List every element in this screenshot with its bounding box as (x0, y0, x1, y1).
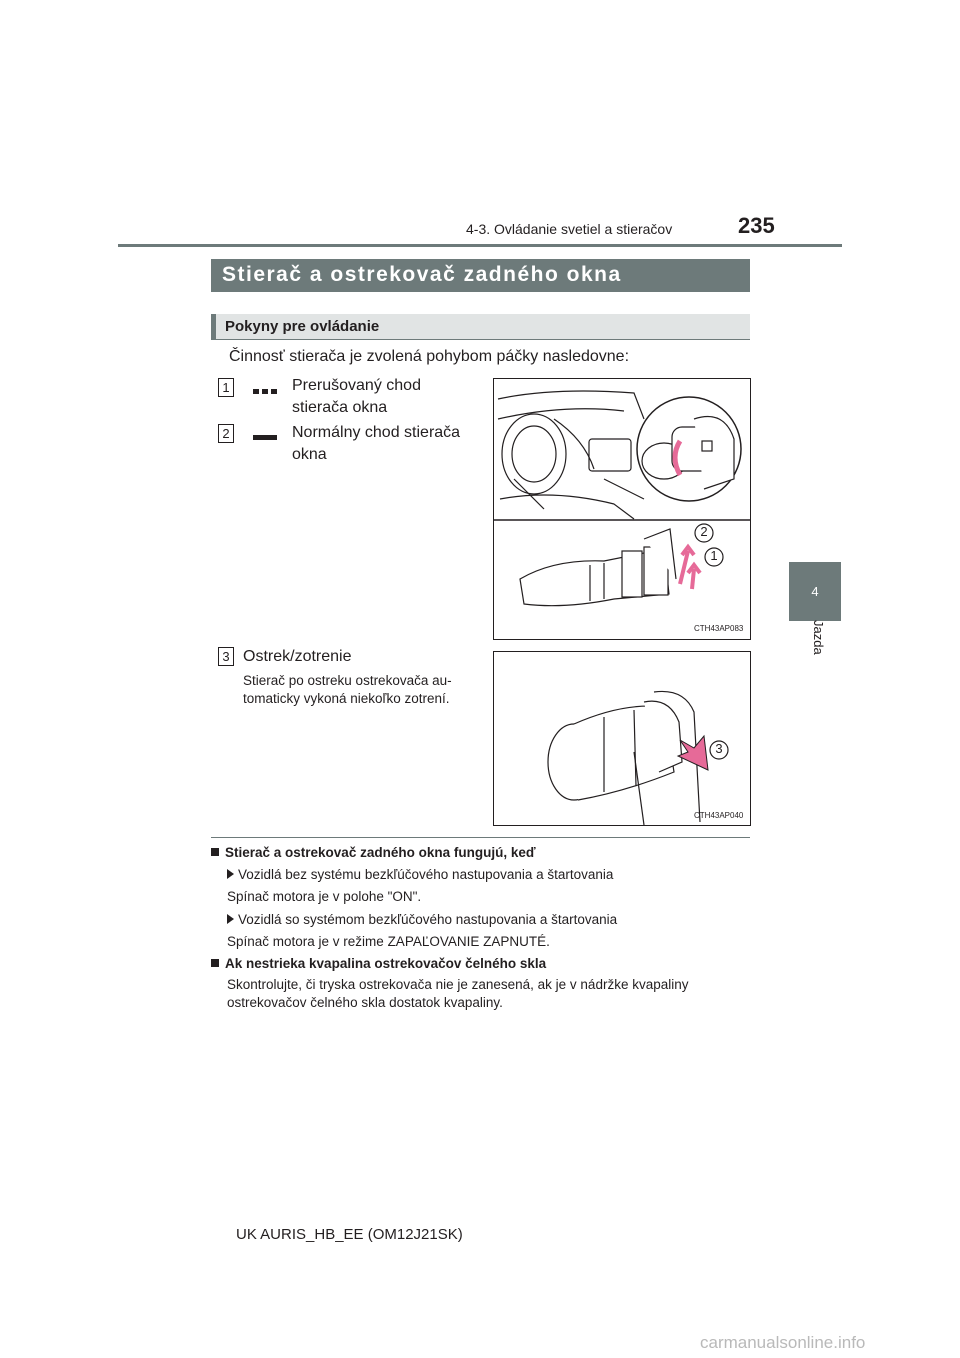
note-1-sub-1 (227, 866, 613, 884)
figure-1-callout-1: 1 (710, 548, 718, 563)
item-text-1 (292, 375, 421, 419)
note-2-heading (211, 956, 546, 971)
triangle-bullet-icon (227, 869, 234, 879)
note-2-body-line-2: ostrekovačov čelného skla dostatok kvapaliny. (227, 995, 503, 1010)
chapter-number: 4 (811, 584, 819, 599)
page-number: 235 (738, 213, 775, 238)
item-number-3: 3 (218, 647, 234, 666)
figure-1-code: CTH43AP083 (694, 624, 744, 633)
figure-wiper-lever (493, 378, 751, 640)
note-1-sub-2 (227, 911, 617, 929)
item-3-note-line-2: tomaticky vykoná niekoľko zotrení. (243, 691, 450, 706)
notes-separator (211, 837, 750, 838)
note-2-body (227, 976, 689, 1012)
figure-wiper-lever-drawing (494, 379, 750, 639)
item-3-note (243, 672, 452, 708)
subtitle: Pokyny pre ovládanie (225, 318, 380, 335)
figure-2-code: CTH43AP040 (694, 811, 744, 820)
intro-text: Činnosť stierača je zvolená pohybom páčky nasledovne: (229, 348, 630, 365)
figure-2-callout-3: 3 (715, 741, 723, 756)
page-title: Stierač a ostrekovač zadného okna (222, 263, 622, 286)
subtitle-stripe (211, 314, 216, 340)
item-number-1: 1 (218, 378, 234, 397)
solid-bar-icon (253, 429, 277, 447)
header-rule (118, 244, 842, 247)
square-bullet-icon (211, 959, 219, 967)
subtitle-rule (211, 339, 750, 340)
note-2-body-line-1: Skontrolujte, či tryska ostrekovača nie je zanesená, ak je v nádržke kvapaliny (227, 977, 689, 992)
note-2-heading-text: Ak nestrieka kvapalina ostrekovačov čelného skla (225, 956, 547, 971)
item-text-3: Ostrek/zotrenie (243, 648, 352, 665)
note-1-body-1: Spínač motora je v polohe "ON". (227, 889, 422, 904)
figure-wiper-push (493, 651, 751, 826)
section-title: 4-3. Ovládanie svetiel a stieračov (466, 221, 673, 237)
note-1-heading (211, 845, 536, 860)
square-bullet-icon (211, 848, 219, 856)
footer-model-code: UK AURIS_HB_EE (OM12J21SK) (236, 1226, 463, 1243)
figure-wiper-push-drawing (494, 652, 750, 825)
chapter-label: Jazda (811, 620, 826, 655)
note-1-body-2: Spínač motora je v režime ZAPAĽOVANIE ZAPNUTÉ. (227, 934, 550, 949)
item-2-line-1: Normálny chod stierača (292, 424, 461, 441)
item-3-note-line-1: Stierač po ostreku ostrekovača au- (243, 673, 452, 688)
note-1-heading-text: Stierač a ostrekovač zadného okna fungujú, keď (225, 845, 536, 860)
item-text-2 (292, 422, 460, 466)
watermark: carmanualsonline.info (700, 1333, 866, 1352)
figure-1-callout-2: 2 (700, 524, 708, 539)
triangle-bullet-icon (227, 914, 234, 924)
item-2-line-2: okna (292, 446, 327, 463)
item-1-line-2: stierača okna (292, 399, 388, 416)
item-number-2: 2 (218, 424, 234, 443)
item-1-line-1: Prerušovaný chod (292, 377, 421, 394)
note-1-sub-1-text: Vozidlá bez systému bezkľúčového nastupovania a štartovania (238, 867, 614, 882)
dashed-bar-icon (253, 383, 277, 401)
note-1-sub-2-text: Vozidlá so systémom bezkľúčového nastupovania a štartovania (238, 912, 618, 927)
